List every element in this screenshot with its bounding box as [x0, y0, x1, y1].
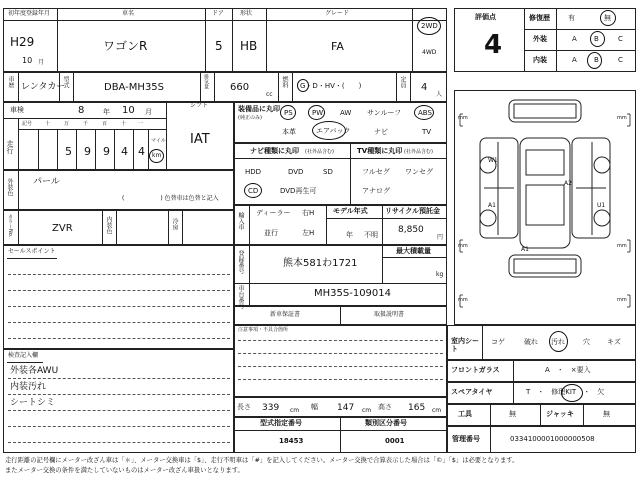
- digit-label-100k: 十: [45, 121, 51, 127]
- height-unit: cm: [432, 407, 442, 414]
- mm-label: mm: [617, 115, 627, 121]
- seat-burn: コゲ: [491, 338, 505, 346]
- label-jack: ジャッキ: [546, 410, 574, 418]
- label-front-glass: フロントガラス: [451, 366, 500, 374]
- label-history: 車歴: [7, 76, 14, 88]
- label-fuel: 燃料: [281, 76, 288, 88]
- mile-label: マイル: [151, 138, 166, 144]
- length: 339: [262, 403, 280, 413]
- mileage-digit: 4: [138, 145, 145, 158]
- equipment-subtitle: (純正のみ): [238, 115, 262, 121]
- label-car-name: 車名: [122, 10, 135, 17]
- width-unit: cm: [362, 407, 372, 414]
- color-number-row: [3, 210, 234, 245]
- import-dealer: ディーラー: [256, 209, 291, 217]
- label-tool: 工具: [458, 410, 472, 418]
- footer-note-2: またメーター交換の条件を満たしていないものはメーター改ざん車扱いとなります。: [5, 467, 244, 474]
- chassis-number: MH35S-109014: [314, 288, 392, 299]
- model-year-unit: 年: [346, 231, 353, 239]
- tv-analog: アナログ: [362, 187, 390, 195]
- type-number: 18453: [279, 437, 304, 445]
- label-capacity: 定員: [399, 76, 406, 88]
- digit-label-1k: 千: [83, 121, 89, 127]
- model-code: DBA-MH35S: [104, 82, 165, 93]
- label-grade: グレード: [325, 10, 350, 17]
- mm-label: mm: [458, 297, 468, 303]
- label-import: 輸入車: [237, 212, 244, 230]
- label-exterior-grade: 外装: [533, 35, 547, 43]
- front-glass: A ・ ×要入: [545, 366, 591, 374]
- tv-oneseg: ワンセグ: [405, 168, 433, 176]
- label-color-number: カラーNo.: [7, 214, 13, 238]
- vehicle-spec-row: [3, 72, 447, 102]
- diagram-mark-a1-left: A1: [488, 202, 496, 209]
- equip-airbag: エアバック: [316, 127, 351, 135]
- digit-label-symbol: 記号: [22, 121, 33, 127]
- registration-month: 10: [22, 56, 33, 65]
- plate-number: 熊本581わ1721: [283, 258, 358, 269]
- steering-left: 左H: [302, 229, 315, 237]
- tv-title: TV種類に丸印: [357, 147, 403, 155]
- label-score: 評価点: [475, 13, 496, 21]
- tv-subtitle: (社外品含む): [404, 149, 433, 155]
- model-year: 不明: [364, 231, 378, 239]
- label-recycle-fee: リサイクル預託金: [385, 207, 441, 215]
- footer-note-1: 走行距離の記号欄にメーター改ざん車は「＊」、メーター交換車は「$」、走行不明車は「#」を記入してください。メーター交換で合算表示した場合は「©」「$」は必要となります。: [5, 457, 519, 464]
- mileage-digit: 9: [103, 145, 110, 158]
- owner-manual: 取扱説明書: [374, 311, 405, 318]
- label-chassis: 車台番号: [237, 285, 244, 309]
- navi-subtitle: (社外品含む): [305, 149, 334, 155]
- label-shift: シフト: [190, 102, 209, 109]
- mm-label: mm: [617, 297, 627, 303]
- height: 165: [408, 403, 426, 413]
- displacement-unit: cc: [266, 91, 273, 98]
- mileage-digit: 4: [121, 145, 128, 158]
- label-first-registration: 初年度登録年月: [8, 10, 51, 17]
- seat-stain: 汚れ: [551, 338, 565, 346]
- label-management-number: 管理番号: [452, 435, 480, 443]
- label-doors: ドア: [212, 10, 224, 17]
- mm-label: mm: [458, 243, 468, 249]
- length-unit: cm: [290, 407, 300, 414]
- spare-tire: T ・ 修理KIT ・ 欠: [526, 388, 605, 396]
- car-diagram: [454, 90, 636, 325]
- label-exterior-color: 外装色: [6, 178, 13, 196]
- seat-tear: 破れ: [524, 338, 538, 346]
- body-shape: HB: [240, 39, 258, 53]
- ext-grade-a: A: [572, 35, 577, 43]
- label-model: 型式: [62, 76, 69, 88]
- digit-label-10k: 万: [64, 121, 70, 127]
- label-interior-color: 内装色: [105, 216, 112, 234]
- sales-point-title: セールスポイント: [8, 248, 56, 255]
- steering-right: 右H: [302, 209, 315, 217]
- capacity-unit: 人: [436, 91, 443, 98]
- label-repair-history: 修復歴: [529, 14, 550, 22]
- inspection-month-unit: 月: [145, 108, 152, 116]
- diagram-mark-u1: U1: [597, 202, 606, 209]
- month-unit: 月: [38, 59, 45, 66]
- inspection-year: 8: [78, 105, 85, 116]
- equip-tv: TV: [422, 128, 432, 136]
- color-note: ( ) 色替車は色替と記入: [122, 195, 219, 202]
- label-inspection: 車検: [10, 106, 24, 114]
- label-class-number: 類別区分番号: [365, 419, 407, 427]
- int-grade-a: A: [572, 56, 577, 64]
- digit-label-1: 一: [138, 121, 144, 127]
- car-name: ワゴンR: [103, 39, 148, 53]
- label-model-year: モデル年式: [333, 207, 368, 215]
- diagram-mark-a1-bottom: A1: [521, 246, 529, 253]
- label-spare-tire: スペアタイヤ: [451, 388, 493, 396]
- inspection-note: 内装汚れ: [10, 382, 47, 392]
- width: 147: [337, 403, 355, 413]
- equip-navi: ナビ: [374, 128, 388, 136]
- seat-scratch: キズ: [607, 338, 621, 346]
- remarks-box: [234, 325, 447, 397]
- tool-value: 無: [509, 410, 516, 418]
- int-grade-circle: [587, 52, 602, 69]
- import-parallel: 並行: [264, 229, 278, 237]
- diagram-mark-a2: A2: [564, 180, 572, 187]
- sales-point-box: [3, 245, 234, 349]
- exterior-color-block: [3, 170, 234, 210]
- ext-grade-b: B: [594, 35, 599, 43]
- navi-dvd: DVD: [288, 168, 304, 176]
- int-grade-c: C: [618, 56, 623, 64]
- label-cooler: 冷房: [171, 218, 178, 230]
- jack-value: 無: [603, 410, 610, 418]
- color-number: ZVR: [52, 223, 73, 234]
- label-interior-grade: 内装: [533, 56, 547, 64]
- label-length: 長さ: [237, 403, 251, 411]
- label-mileage: 走行: [6, 140, 14, 154]
- label-height: 高さ: [378, 403, 392, 411]
- equip-abs: ABS: [418, 109, 432, 117]
- exterior-color: パール: [33, 177, 60, 187]
- digit-label-10: 十: [121, 121, 127, 127]
- fuel-options: G・D・HV・( ): [300, 82, 362, 90]
- evaluation-score: 4: [484, 30, 503, 60]
- kg-unit: kg: [436, 271, 444, 278]
- label-max-load: 最大積載量: [396, 247, 431, 255]
- ext-grade-c: C: [618, 35, 623, 43]
- equipment-title: 装備品に丸印: [238, 105, 280, 113]
- drive-4wd: 4WD: [422, 49, 437, 56]
- equip-leather: 本革: [282, 128, 296, 136]
- management-number: 0334100001000000508: [510, 435, 595, 443]
- mileage-digit: 5: [65, 145, 72, 158]
- inspection-note: シートシミ: [10, 398, 56, 408]
- mm-label: mm: [458, 115, 468, 121]
- navi-sd: SD: [323, 168, 333, 176]
- mileage-digit: 9: [84, 145, 91, 158]
- grade-value: FA: [331, 40, 344, 53]
- seat-hole: 穴: [583, 338, 590, 346]
- label-type-number: 型式指定番号: [260, 419, 302, 427]
- label-shape: 形状: [240, 10, 253, 17]
- repair-yes: 有: [568, 14, 575, 22]
- car-history: レンタカー: [21, 82, 66, 92]
- tv-fullseg: フルセグ: [362, 168, 390, 176]
- inspection-month: 10: [122, 105, 135, 116]
- navi-hdd: HDD: [245, 168, 262, 176]
- remarks-title: 注意事項・不具合箇所: [238, 327, 289, 333]
- shift-type: IAT: [190, 132, 210, 147]
- diagram-mark-w1: W1: [488, 157, 498, 164]
- inspection-note: 外装各AWU: [10, 366, 59, 376]
- navi-dvd-playback: DVD再生可: [280, 187, 317, 195]
- equip-ps: PS: [284, 109, 293, 117]
- label-plate: 登録番号: [237, 250, 244, 274]
- new-car-warranty: 新車保証書: [270, 311, 301, 318]
- navi-cd: CD: [248, 187, 259, 195]
- equip-pw: PW: [312, 109, 324, 117]
- mm-label: mm: [617, 243, 627, 249]
- equip-aw: AW: [340, 109, 352, 117]
- label-width: 幅: [311, 403, 318, 411]
- repair-no: 無: [604, 14, 611, 22]
- int-grade-b: B: [594, 56, 599, 64]
- inspection-notes-title: 検査記入欄: [8, 352, 39, 359]
- drive-2wd: 2WD: [421, 22, 438, 30]
- class-number: 0001: [385, 437, 405, 445]
- label-interior-seat: 室内シート: [451, 337, 479, 354]
- vehicle-header-table: [3, 8, 447, 72]
- recycle-fee: 8,850: [398, 225, 424, 235]
- displacement: 660: [230, 82, 250, 93]
- capacity: 4: [421, 82, 428, 93]
- navi-title: ナビ種類に丸印: [250, 147, 299, 155]
- km-label: km: [152, 152, 162, 159]
- registration-year: H29: [10, 35, 35, 49]
- inspection-year-unit: 年: [103, 108, 110, 116]
- digit-label-100: 百: [102, 121, 108, 127]
- door-count: 5: [215, 39, 223, 53]
- yen-unit: 円: [437, 234, 444, 241]
- equip-sunroof: サンルーフ: [367, 109, 402, 117]
- label-displacement: 排気量: [203, 74, 209, 89]
